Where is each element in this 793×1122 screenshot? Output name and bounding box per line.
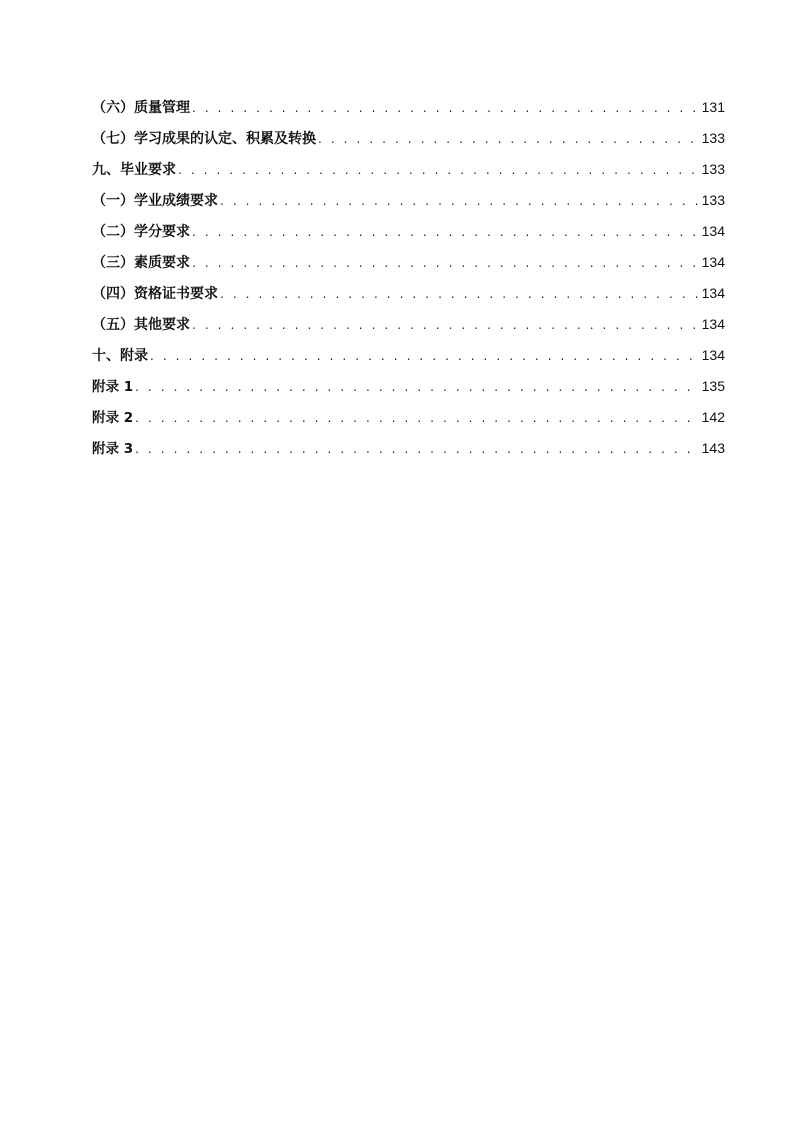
toc-entry-appendix-section[interactable] bbox=[92, 340, 725, 371]
dot-leader bbox=[135, 434, 698, 465]
toc-entry-title: （一）学业成绩要求 bbox=[92, 193, 218, 209]
toc-entry-title: （四）资格证书要求 bbox=[92, 286, 218, 302]
dot-leader bbox=[220, 279, 698, 310]
toc-entry-page-number: 133 bbox=[701, 161, 725, 177]
toc-entry-title: 附录 3 bbox=[92, 441, 134, 457]
toc-entry-page-number: 133 bbox=[701, 130, 725, 146]
toc-entry-title: （六）质量管理 bbox=[92, 100, 190, 116]
toc-entry-graduation-requirements[interactable] bbox=[92, 154, 725, 185]
dot-leader bbox=[178, 155, 698, 186]
toc-entry-title: （五）其他要求 bbox=[92, 317, 190, 333]
toc-entry-page-number: 134 bbox=[701, 316, 725, 332]
toc-entry-page-number: 131 bbox=[701, 99, 725, 115]
toc-entry-page-number: 134 bbox=[701, 254, 725, 270]
toc-entry-credit-requirements[interactable] bbox=[92, 216, 725, 247]
toc-entry-title: （二）学分要求 bbox=[92, 224, 190, 240]
dot-leader bbox=[135, 372, 698, 403]
dot-leader bbox=[318, 124, 698, 155]
toc-entry-page-number: 142 bbox=[701, 409, 725, 425]
toc-entry-title: 十、附录 bbox=[92, 348, 148, 364]
toc-entry-title: 附录 1 bbox=[92, 379, 134, 395]
dot-leader bbox=[192, 217, 698, 248]
toc-entry-page-number: 134 bbox=[701, 347, 725, 363]
dot-leader bbox=[192, 248, 698, 279]
toc-entry-page-number: 134 bbox=[701, 223, 725, 239]
toc-entry-appendix-3[interactable] bbox=[92, 433, 725, 464]
toc-entry-title: 九、毕业要求 bbox=[92, 162, 176, 178]
toc-entry-title: （三）素质要求 bbox=[92, 255, 190, 271]
dot-leader bbox=[150, 341, 698, 372]
dot-leader bbox=[192, 310, 698, 341]
dot-leader bbox=[192, 93, 698, 124]
toc-entry-title: 附录 2 bbox=[92, 410, 134, 426]
toc-entry-appendix-2[interactable] bbox=[92, 402, 725, 433]
toc-entry-page-number: 134 bbox=[701, 285, 725, 301]
toc-entry-academic-performance[interactable] bbox=[92, 185, 725, 216]
toc-entry-quality-management[interactable] bbox=[92, 92, 725, 123]
toc-entry-other-requirements[interactable] bbox=[92, 309, 725, 340]
toc-entry-title: （七）学习成果的认定、积累及转换 bbox=[92, 131, 316, 147]
dot-leader bbox=[135, 403, 698, 434]
table-of-contents bbox=[92, 92, 725, 464]
dot-leader bbox=[220, 186, 698, 217]
toc-entry-page-number: 143 bbox=[701, 440, 725, 456]
toc-entry-certificate-requirements[interactable] bbox=[92, 278, 725, 309]
toc-entry-appendix-1[interactable] bbox=[92, 371, 725, 402]
toc-entry-page-number: 135 bbox=[701, 378, 725, 394]
toc-entry-page-number: 133 bbox=[701, 192, 725, 208]
toc-entry-learning-outcomes[interactable] bbox=[92, 123, 725, 154]
toc-entry-quality-requirements[interactable] bbox=[92, 247, 725, 278]
